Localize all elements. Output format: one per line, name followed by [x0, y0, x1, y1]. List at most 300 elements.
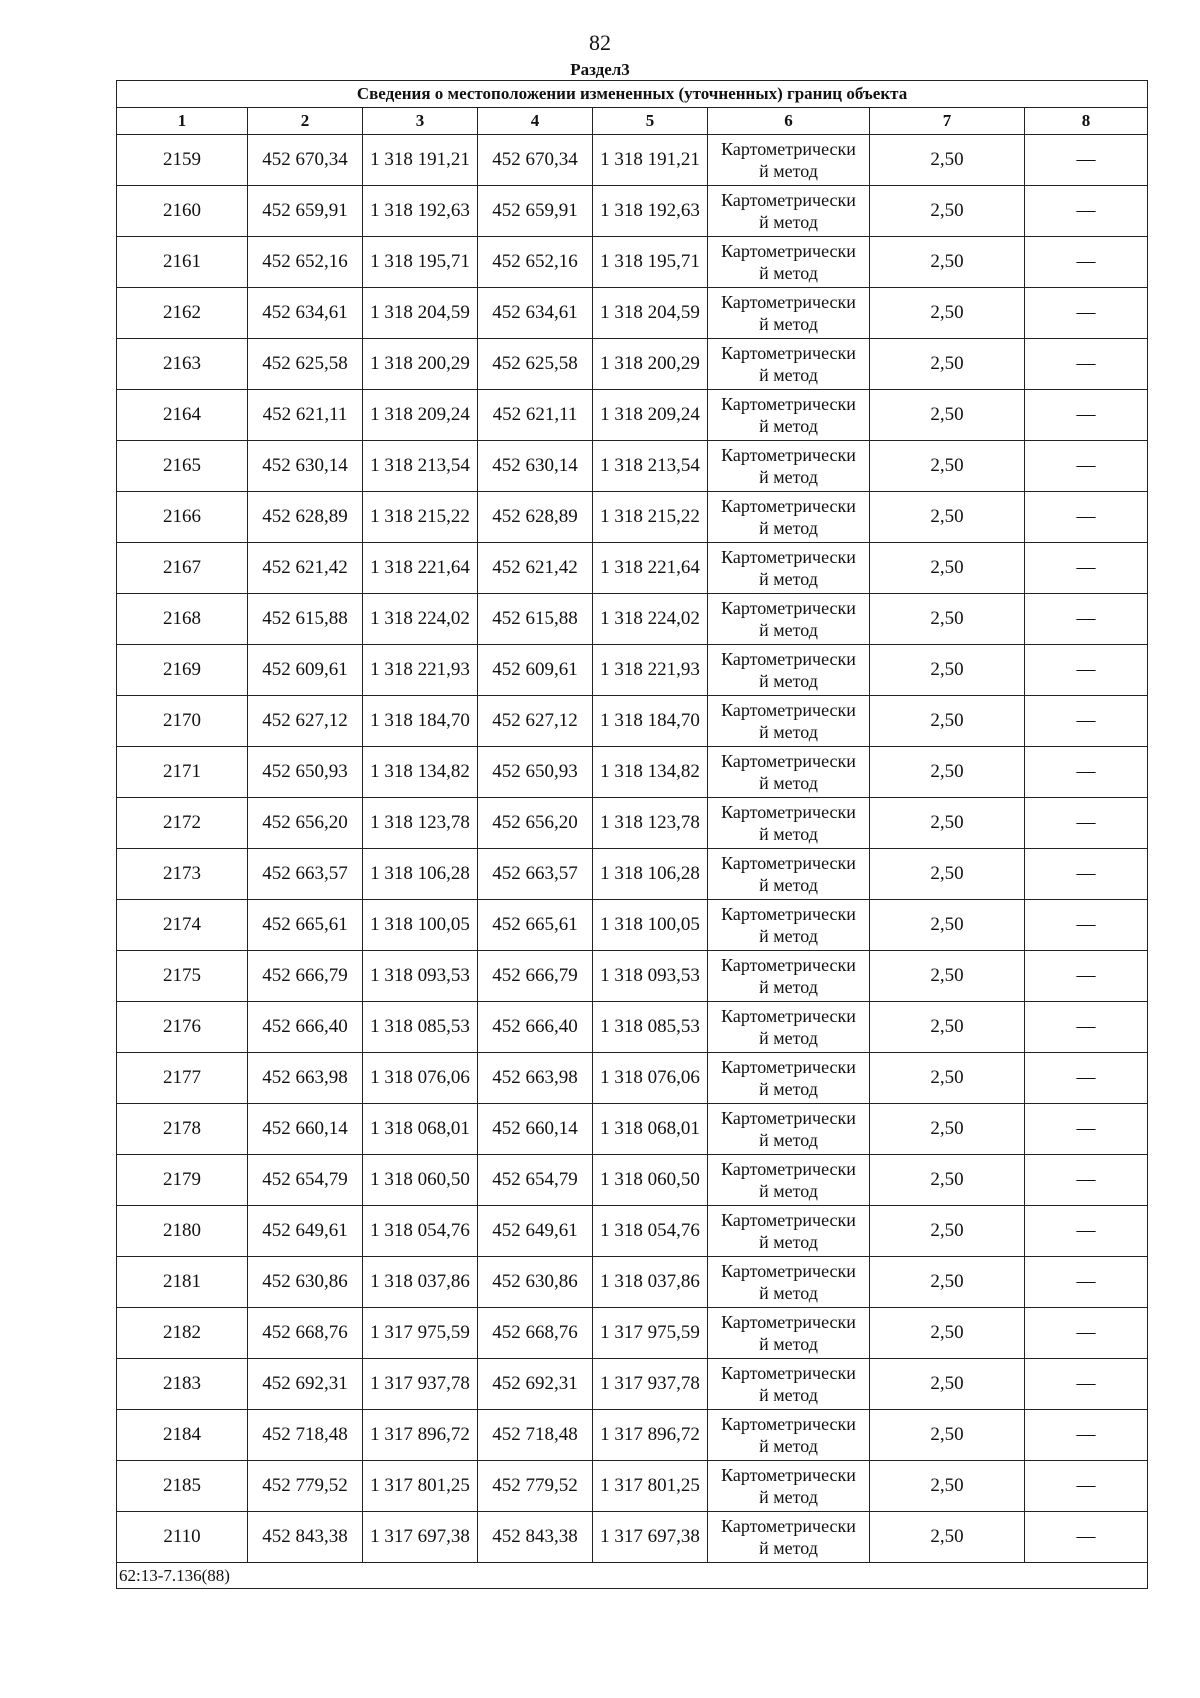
method-cell [708, 951, 870, 1002]
method-line-2: й метод [759, 416, 818, 436]
x-coordinate-refined: 452 663,98 [478, 1053, 593, 1104]
x-coordinate-refined: 452 665,61 [478, 900, 593, 951]
y-coordinate-refined: 1 318 195,71 [593, 237, 708, 288]
table-row [117, 696, 1148, 747]
table-row [117, 339, 1148, 390]
table-row [117, 186, 1148, 237]
method-line-1: Картометрически [721, 751, 856, 771]
description-cell: — [1025, 1257, 1148, 1308]
point-number: 2161 [117, 237, 248, 288]
precision-value: 2,50 [870, 747, 1025, 798]
y-coordinate-refined: 1 318 093,53 [593, 951, 708, 1002]
method-line-1: Картометрически [721, 1006, 856, 1026]
y-coordinate-refined: 1 318 209,24 [593, 390, 708, 441]
y-coordinate-refined: 1 318 213,54 [593, 441, 708, 492]
method-line-1: Картометрически [721, 190, 856, 210]
y-coordinate: 1 318 215,22 [363, 492, 478, 543]
point-number: 2174 [117, 900, 248, 951]
y-coordinate-refined: 1 318 123,78 [593, 798, 708, 849]
y-coordinate-refined: 1 318 224,02 [593, 594, 708, 645]
precision-value: 2,50 [870, 594, 1025, 645]
method-cell [708, 135, 870, 186]
description-cell: — [1025, 288, 1148, 339]
point-number: 2166 [117, 492, 248, 543]
method-line-2: й метод [759, 773, 818, 793]
y-coordinate-refined: 1 317 975,59 [593, 1308, 708, 1359]
method-line-2: й метод [759, 365, 818, 385]
x-coordinate-refined: 452 663,57 [478, 849, 593, 900]
method-line-2: й метод [759, 926, 818, 946]
point-number: 2175 [117, 951, 248, 1002]
y-coordinate-refined: 1 318 200,29 [593, 339, 708, 390]
point-number: 2167 [117, 543, 248, 594]
column-number: 8 [1025, 108, 1148, 135]
y-coordinate: 1 318 060,50 [363, 1155, 478, 1206]
page-number: 82 [589, 30, 611, 55]
method-line-2: й метод [759, 875, 818, 895]
point-number: 2180 [117, 1206, 248, 1257]
description-cell: — [1025, 1002, 1148, 1053]
x-coordinate: 452 670,34 [248, 135, 363, 186]
x-coordinate: 452 654,79 [248, 1155, 363, 1206]
y-coordinate: 1 317 801,25 [363, 1461, 478, 1512]
x-coordinate: 452 625,58 [248, 339, 363, 390]
x-coordinate: 452 634,61 [248, 288, 363, 339]
table-row [117, 237, 1148, 288]
precision-value: 2,50 [870, 543, 1025, 594]
x-coordinate: 452 630,86 [248, 1257, 363, 1308]
precision-value: 2,50 [870, 1512, 1025, 1563]
table-row [117, 1410, 1148, 1461]
x-coordinate: 452 668,76 [248, 1308, 363, 1359]
precision-value: 2,50 [870, 951, 1025, 1002]
precision-value: 2,50 [870, 1104, 1025, 1155]
x-coordinate-refined: 452 650,93 [478, 747, 593, 798]
description-cell: — [1025, 1410, 1148, 1461]
table-row [117, 390, 1148, 441]
method-cell [708, 849, 870, 900]
x-coordinate-refined: 452 627,12 [478, 696, 593, 747]
x-coordinate: 452 630,14 [248, 441, 363, 492]
table-row [117, 1155, 1148, 1206]
x-coordinate-refined: 452 692,31 [478, 1359, 593, 1410]
method-line-2: й метод [759, 569, 818, 589]
method-line-1: Картометрически [721, 598, 856, 618]
description-cell: — [1025, 645, 1148, 696]
x-coordinate: 452 665,61 [248, 900, 363, 951]
description-cell: — [1025, 186, 1148, 237]
y-coordinate: 1 317 697,38 [363, 1512, 478, 1563]
x-coordinate-refined: 452 666,79 [478, 951, 593, 1002]
x-coordinate-refined: 452 621,42 [478, 543, 593, 594]
precision-value: 2,50 [870, 696, 1025, 747]
point-number: 2165 [117, 441, 248, 492]
y-coordinate: 1 318 093,53 [363, 951, 478, 1002]
x-coordinate-refined: 452 628,89 [478, 492, 593, 543]
method-cell [708, 1410, 870, 1461]
method-line-2: й метод [759, 518, 818, 538]
precision-value: 2,50 [870, 237, 1025, 288]
description-cell: — [1025, 951, 1148, 1002]
method-cell [708, 1308, 870, 1359]
method-line-2: й метод [759, 1436, 818, 1456]
description-cell: — [1025, 1206, 1148, 1257]
method-line-2: й метод [759, 161, 818, 181]
method-line-2: й метод [759, 263, 818, 283]
point-number: 2173 [117, 849, 248, 900]
y-coordinate-refined: 1 318 085,53 [593, 1002, 708, 1053]
point-number: 2182 [117, 1308, 248, 1359]
table-row [117, 849, 1148, 900]
table-row [117, 135, 1148, 186]
y-coordinate-refined: 1 318 037,86 [593, 1257, 708, 1308]
point-number: 2181 [117, 1257, 248, 1308]
point-number: 2162 [117, 288, 248, 339]
precision-value: 2,50 [870, 1461, 1025, 1512]
x-coordinate-refined: 452 625,58 [478, 339, 593, 390]
section-title: Раздел3 [570, 60, 630, 79]
method-line-2: й метод [759, 671, 818, 691]
method-line-1: Картометрически [721, 1159, 856, 1179]
method-line-1: Картометрически [721, 1363, 856, 1383]
method-line-1: Картометрически [721, 139, 856, 159]
y-coordinate: 1 318 123,78 [363, 798, 478, 849]
x-coordinate: 452 652,16 [248, 237, 363, 288]
footer-note: 62:13-7.136(88) [117, 1563, 1148, 1589]
y-coordinate-refined: 1 318 054,76 [593, 1206, 708, 1257]
method-cell [708, 441, 870, 492]
column-number: 6 [708, 108, 870, 135]
description-cell: — [1025, 747, 1148, 798]
y-coordinate: 1 318 106,28 [363, 849, 478, 900]
x-coordinate-refined: 452 654,79 [478, 1155, 593, 1206]
method-line-1: Картометрически [721, 343, 856, 363]
description-cell: — [1025, 1461, 1148, 1512]
y-coordinate-refined: 1 317 697,38 [593, 1512, 708, 1563]
x-coordinate: 452 650,93 [248, 747, 363, 798]
y-coordinate-refined: 1 317 896,72 [593, 1410, 708, 1461]
description-cell: — [1025, 237, 1148, 288]
point-number: 2184 [117, 1410, 248, 1461]
y-coordinate: 1 318 184,70 [363, 696, 478, 747]
column-number: 5 [593, 108, 708, 135]
method-line-1: Картометрически [721, 1516, 856, 1536]
point-number: 2177 [117, 1053, 248, 1104]
x-coordinate-refined: 452 634,61 [478, 288, 593, 339]
method-line-2: й метод [759, 1028, 818, 1048]
method-line-1: Картометрически [721, 1465, 856, 1485]
x-coordinate-refined: 452 649,61 [478, 1206, 593, 1257]
method-line-1: Картометрически [721, 1414, 856, 1434]
y-coordinate: 1 318 209,24 [363, 390, 478, 441]
precision-value: 2,50 [870, 849, 1025, 900]
y-coordinate: 1 317 896,72 [363, 1410, 478, 1461]
method-line-2: й метод [759, 620, 818, 640]
table-row [117, 1206, 1148, 1257]
x-coordinate-refined: 452 656,20 [478, 798, 593, 849]
y-coordinate-refined: 1 318 134,82 [593, 747, 708, 798]
method-line-1: Картометрически [721, 649, 856, 669]
column-number-row [117, 108, 1148, 135]
x-coordinate: 452 660,14 [248, 1104, 363, 1155]
y-coordinate-refined: 1 318 106,28 [593, 849, 708, 900]
x-coordinate-refined: 452 652,16 [478, 237, 593, 288]
method-line-1: Картометрически [721, 496, 856, 516]
point-number: 2176 [117, 1002, 248, 1053]
point-number: 2110 [117, 1512, 248, 1563]
y-coordinate-refined: 1 318 060,50 [593, 1155, 708, 1206]
method-line-1: Картометрически [721, 802, 856, 822]
method-line-2: й метод [759, 314, 818, 334]
x-coordinate: 452 627,12 [248, 696, 363, 747]
y-coordinate: 1 318 221,93 [363, 645, 478, 696]
precision-value: 2,50 [870, 1308, 1025, 1359]
precision-value: 2,50 [870, 135, 1025, 186]
method-line-1: Картометрически [721, 547, 856, 567]
method-cell [708, 1155, 870, 1206]
y-coordinate-refined: 1 318 100,05 [593, 900, 708, 951]
x-coordinate: 452 615,88 [248, 594, 363, 645]
precision-value: 2,50 [870, 1410, 1025, 1461]
method-line-2: й метод [759, 1487, 818, 1507]
y-coordinate: 1 318 068,01 [363, 1104, 478, 1155]
x-coordinate-refined: 452 670,34 [478, 135, 593, 186]
y-coordinate: 1 318 100,05 [363, 900, 478, 951]
description-cell: — [1025, 900, 1148, 951]
method-line-2: й метод [759, 824, 818, 844]
y-coordinate: 1 318 192,63 [363, 186, 478, 237]
description-cell: — [1025, 543, 1148, 594]
y-coordinate-refined: 1 318 215,22 [593, 492, 708, 543]
point-number: 2163 [117, 339, 248, 390]
method-cell [708, 747, 870, 798]
column-number: 7 [870, 108, 1025, 135]
precision-value: 2,50 [870, 390, 1025, 441]
method-cell [708, 594, 870, 645]
method-cell [708, 1104, 870, 1155]
method-line-1: Картометрически [721, 1210, 856, 1230]
point-number: 2164 [117, 390, 248, 441]
x-coordinate: 452 628,89 [248, 492, 363, 543]
table-row [117, 1104, 1148, 1155]
y-coordinate: 1 318 076,06 [363, 1053, 478, 1104]
method-line-1: Картометрически [721, 700, 856, 720]
method-line-1: Картометрически [721, 1108, 856, 1128]
method-cell [708, 492, 870, 543]
method-cell [708, 1053, 870, 1104]
precision-value: 2,50 [870, 1257, 1025, 1308]
method-cell [708, 645, 870, 696]
method-line-2: й метод [759, 1283, 818, 1303]
method-line-1: Картометрически [721, 394, 856, 414]
y-coordinate: 1 318 221,64 [363, 543, 478, 594]
x-coordinate: 452 656,20 [248, 798, 363, 849]
method-line-1: Картометрически [721, 904, 856, 924]
method-line-2: й метод [759, 1538, 818, 1558]
description-cell: — [1025, 339, 1148, 390]
method-cell [708, 696, 870, 747]
x-coordinate-refined: 452 668,76 [478, 1308, 593, 1359]
precision-value: 2,50 [870, 1002, 1025, 1053]
method-cell [708, 1512, 870, 1563]
table-row [117, 798, 1148, 849]
point-number: 2168 [117, 594, 248, 645]
column-number: 1 [117, 108, 248, 135]
y-coordinate: 1 318 037,86 [363, 1257, 478, 1308]
table-row [117, 543, 1148, 594]
precision-value: 2,50 [870, 1206, 1025, 1257]
table-row [117, 1002, 1148, 1053]
column-number: 2 [248, 108, 363, 135]
method-cell [708, 1257, 870, 1308]
table-body [117, 135, 1148, 1563]
point-number: 2183 [117, 1359, 248, 1410]
table-row [117, 288, 1148, 339]
point-number: 2185 [117, 1461, 248, 1512]
point-number: 2179 [117, 1155, 248, 1206]
precision-value: 2,50 [870, 339, 1025, 390]
table-row [117, 1359, 1148, 1410]
x-coordinate-refined: 452 843,38 [478, 1512, 593, 1563]
description-cell: — [1025, 696, 1148, 747]
description-cell: — [1025, 1359, 1148, 1410]
method-line-2: й метод [759, 977, 818, 997]
method-cell [708, 900, 870, 951]
y-coordinate: 1 318 224,02 [363, 594, 478, 645]
table-row [117, 747, 1148, 798]
description-cell: — [1025, 492, 1148, 543]
method-line-2: й метод [759, 1385, 818, 1405]
table-row [117, 1512, 1148, 1563]
description-cell: — [1025, 1053, 1148, 1104]
method-cell [708, 288, 870, 339]
y-coordinate: 1 318 191,21 [363, 135, 478, 186]
method-line-2: й метод [759, 212, 818, 232]
description-cell: — [1025, 1512, 1148, 1563]
x-coordinate: 452 621,11 [248, 390, 363, 441]
method-line-2: й метод [759, 722, 818, 742]
y-coordinate: 1 318 195,71 [363, 237, 478, 288]
point-number: 2159 [117, 135, 248, 186]
method-line-2: й метод [759, 1232, 818, 1252]
y-coordinate-refined: 1 318 184,70 [593, 696, 708, 747]
x-coordinate: 452 843,38 [248, 1512, 363, 1563]
method-cell [708, 339, 870, 390]
method-cell [708, 237, 870, 288]
method-line-1: Картометрически [721, 853, 856, 873]
y-coordinate: 1 318 200,29 [363, 339, 478, 390]
point-number: 2172 [117, 798, 248, 849]
point-number: 2169 [117, 645, 248, 696]
y-coordinate-refined: 1 318 191,21 [593, 135, 708, 186]
y-coordinate-refined: 1 318 192,63 [593, 186, 708, 237]
description-cell: — [1025, 798, 1148, 849]
x-coordinate-refined: 452 630,86 [478, 1257, 593, 1308]
y-coordinate-refined: 1 318 068,01 [593, 1104, 708, 1155]
method-line-1: Картометрически [721, 1261, 856, 1281]
precision-value: 2,50 [870, 798, 1025, 849]
x-coordinate: 452 663,98 [248, 1053, 363, 1104]
boundary-coordinates-table [116, 80, 1148, 1589]
y-coordinate: 1 318 134,82 [363, 747, 478, 798]
precision-value: 2,50 [870, 1053, 1025, 1104]
table-row [117, 645, 1148, 696]
x-coordinate: 452 663,57 [248, 849, 363, 900]
method-line-1: Картометрически [721, 955, 856, 975]
x-coordinate-refined: 452 660,14 [478, 1104, 593, 1155]
y-coordinate-refined: 1 318 076,06 [593, 1053, 708, 1104]
description-cell: — [1025, 441, 1148, 492]
column-number: 3 [363, 108, 478, 135]
method-line-1: Картометрически [721, 1312, 856, 1332]
y-coordinate: 1 317 937,78 [363, 1359, 478, 1410]
x-coordinate: 452 779,52 [248, 1461, 363, 1512]
point-number: 2170 [117, 696, 248, 747]
x-coordinate-refined: 452 779,52 [478, 1461, 593, 1512]
precision-value: 2,50 [870, 645, 1025, 696]
y-coordinate-refined: 1 317 801,25 [593, 1461, 708, 1512]
table-row [117, 1053, 1148, 1104]
method-line-2: й метод [759, 1181, 818, 1201]
y-coordinate-refined: 1 318 221,64 [593, 543, 708, 594]
description-cell: — [1025, 135, 1148, 186]
table-row [117, 1308, 1148, 1359]
point-number: 2160 [117, 186, 248, 237]
precision-value: 2,50 [870, 900, 1025, 951]
table-row [117, 1257, 1148, 1308]
x-coordinate: 452 649,61 [248, 1206, 363, 1257]
description-cell: — [1025, 1308, 1148, 1359]
x-coordinate: 452 692,31 [248, 1359, 363, 1410]
precision-value: 2,50 [870, 288, 1025, 339]
x-coordinate: 452 666,79 [248, 951, 363, 1002]
table-row [117, 951, 1148, 1002]
precision-value: 2,50 [870, 441, 1025, 492]
table-row [117, 492, 1148, 543]
x-coordinate-refined: 452 718,48 [478, 1410, 593, 1461]
point-number: 2171 [117, 747, 248, 798]
description-cell: — [1025, 594, 1148, 645]
table-row [117, 441, 1148, 492]
x-coordinate-refined: 452 630,14 [478, 441, 593, 492]
y-coordinate: 1 318 204,59 [363, 288, 478, 339]
method-line-2: й метод [759, 1334, 818, 1354]
point-number: 2178 [117, 1104, 248, 1155]
method-cell [708, 186, 870, 237]
table-row [117, 1461, 1148, 1512]
y-coordinate: 1 318 213,54 [363, 441, 478, 492]
y-coordinate-refined: 1 317 937,78 [593, 1359, 708, 1410]
y-coordinate-refined: 1 318 204,59 [593, 288, 708, 339]
description-cell: — [1025, 390, 1148, 441]
x-coordinate: 452 621,42 [248, 543, 363, 594]
method-cell [708, 1206, 870, 1257]
method-cell [708, 1359, 870, 1410]
x-coordinate-refined: 452 615,88 [478, 594, 593, 645]
table-row [117, 900, 1148, 951]
description-cell: — [1025, 1155, 1148, 1206]
y-coordinate: 1 318 054,76 [363, 1206, 478, 1257]
x-coordinate-refined: 452 621,11 [478, 390, 593, 441]
precision-value: 2,50 [870, 1359, 1025, 1410]
x-coordinate: 452 609,61 [248, 645, 363, 696]
table-caption: Сведения о местоположении измененных (уточненных) границ объекта [117, 81, 1148, 108]
y-coordinate-refined: 1 318 221,93 [593, 645, 708, 696]
method-line-1: Картометрически [721, 1057, 856, 1077]
x-coordinate: 452 718,48 [248, 1410, 363, 1461]
method-cell [708, 390, 870, 441]
column-number: 4 [478, 108, 593, 135]
